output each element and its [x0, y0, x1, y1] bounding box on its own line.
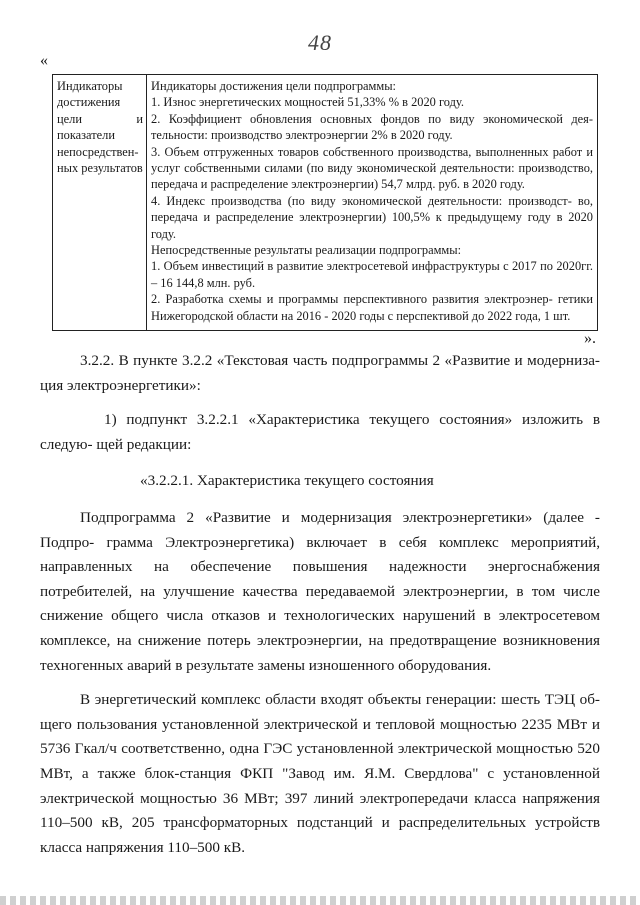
scan-edge-artifact: [0, 896, 640, 905]
indicators-table: [52, 74, 598, 331]
table-line: 3. Объем отгруженных товаров собственного производства, выполненных работ и услуг собственными силами (по виду экономической деятельности: производство, передача и распределение электроэнергии) 54,7 млрд. руб. в 2020 году.: [151, 144, 593, 192]
paragraph-energy-complex: В энергетический комплекс области входят объекты генерации: шесть ТЭЦ об- щего пользования установленной электрической и тепловой мощностью 2235 МВт и 5736 Гкал/ч соответственно, одна ГЭС установленной электрической мощностью 520 МВт, а также блок-станция ФКП "Завод им. Я.М. Свердлова" с установленной электрической мощностью 36 МВт; 397 линий электропередачи класса напряжения 110–500 кВ, 205 трансформаторных подстанций и распределительных устройств класса напряжения 110–500 кВ.: [40, 691, 600, 856]
document-body: [40, 349, 600, 860]
section-heading: «3.2.2.1. Характеристика текущего состояния: [140, 472, 434, 490]
table-line: Непосредственные результаты реализации подпрограммы:: [151, 243, 462, 258]
table-line: 2. Коэффициент обновления основных фондов по виду экономической дея- тельности: производство электроэнергии 2% в 2020 году.: [151, 111, 593, 143]
paragraph-subpoint: 1) подпункт 3.2.2.1 «Характеристика текущего состояния» изложить в следую- щей редакции:: [40, 411, 600, 453]
table-line: Индикаторы достижения цели подпрограммы:: [151, 79, 396, 93]
paragraph-subprogram-description: Подпрограмма 2 «Развитие и модернизация электроэнергетики» (далее - Подпро- грамма Электроэнергетика) включает в себя комплекс мероприятий, направленных на обеспечение повышения надежности энергоснабжения потребителей, на улучшение качества передаваемой электроэнергии, в том числе снижение общего числа отказов и технологических нарушений в электросетевом комплексе, на снижение потерь электроэнергии, на предотвращение возникновения техногенных аварий в результате замены изношенного оборудования.: [40, 508, 600, 674]
table-line: 2. Разработка схемы и программы перспективного развития электроэнер- гетики Нижегородской области на 2016 - 2020 годы с перспективой до 2022 года, 1 шт.: [151, 292, 593, 323]
table-content-cell: [147, 75, 598, 331]
table-line: 1. Износ энергетических мощностей 51,33% % в 2020 году.: [151, 95, 464, 110]
page-number: 48: [308, 30, 332, 55]
table-label-text: Индикаторы достижения цели и показатели непосредствен- ных результатов: [57, 79, 143, 176]
paragraph-amendment-intro: 3.2.2. В пункте 3.2.2 «Текстовая часть подпрограммы 2 «Развитие и модерниза- ция электроэнергетики»:: [40, 352, 600, 394]
table-row: [53, 75, 598, 331]
table-label-cell: [53, 75, 147, 331]
closing-quote-mark: ».: [584, 330, 596, 347]
table-line: 4. Индекс производства (по виду экономической деятельности: производст- во, передача и распределение электроэнергии) 100,5% к предыдущему году в 2020 году.: [151, 193, 593, 241]
table-line: 1. Объем инвестиций в развитие электросетевой инфраструктуры с 2017 по 2020гг. – 16 144,8 млн. руб.: [151, 259, 593, 290]
opening-quote-mark: «: [40, 52, 48, 69]
